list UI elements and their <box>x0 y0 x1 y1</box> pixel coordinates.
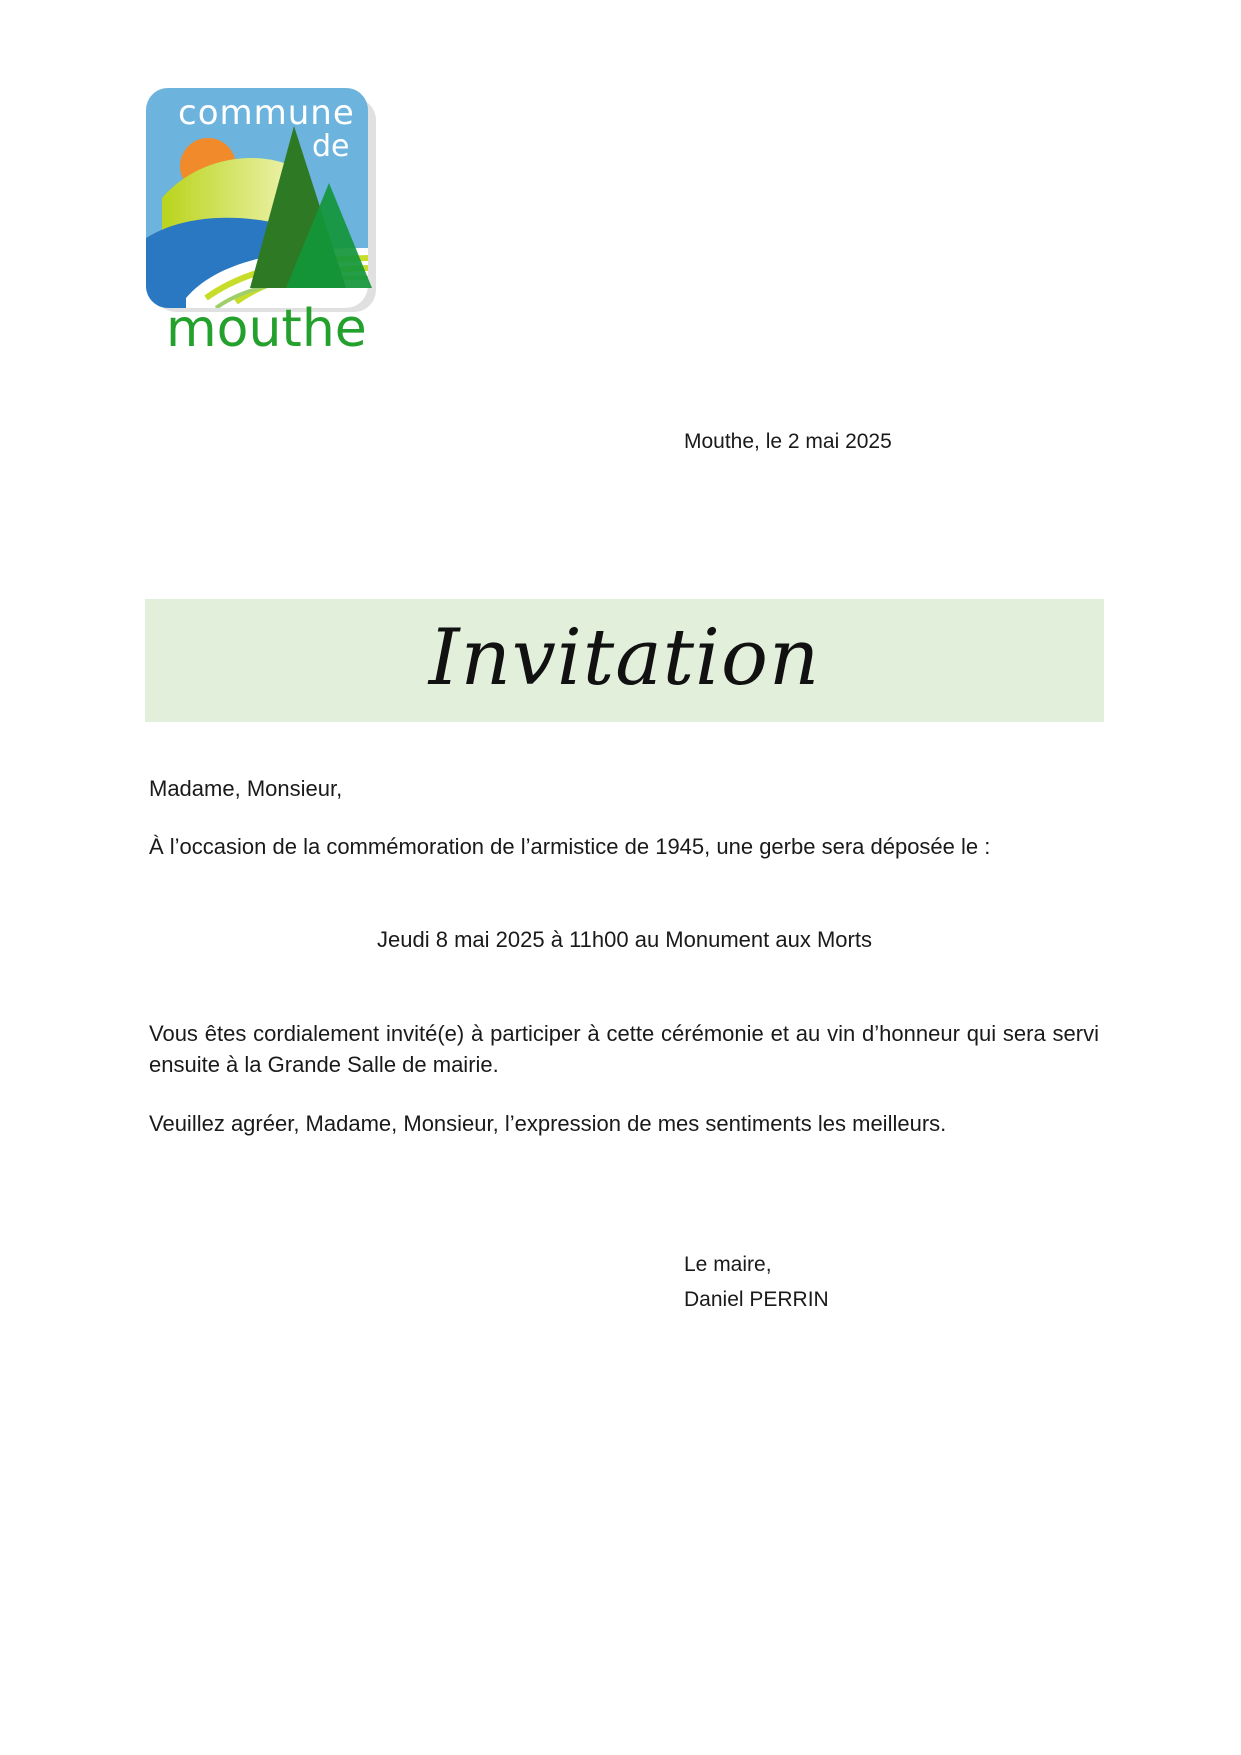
salutation: Madame, Monsieur, <box>149 776 343 801</box>
event-details: Jeudi 8 mai 2025 à 11h00 au Monument aux Morts <box>377 927 872 952</box>
letter-date: Mouthe, le 2 mai 2025 <box>684 430 892 453</box>
commune-logo <box>146 88 446 378</box>
body-paragraph: Vous êtes cordialement invité(e) à participer à cette cérémonie et au vin d’honneur qui sera servi ensuite à la Grande Salle de mairie. <box>149 1021 1099 1077</box>
logo-wordmark: mouthe <box>166 299 367 359</box>
letter-title: Invitation <box>428 612 821 703</box>
title-banner <box>145 599 1104 722</box>
logo-text-de: de <box>312 129 350 164</box>
intro-paragraph: À l’occasion de la commémoration de l’armistice de 1945, une gerbe sera déposée le : <box>149 834 991 859</box>
signature-title: Le maire, <box>684 1253 772 1276</box>
signature-name: Daniel PERRIN <box>684 1288 829 1311</box>
closing-formula: Veuillez agréer, Madame, Monsieur, l’expression de mes sentiments les meilleurs. <box>149 1111 947 1136</box>
logo-text-commune: commune <box>178 93 355 133</box>
